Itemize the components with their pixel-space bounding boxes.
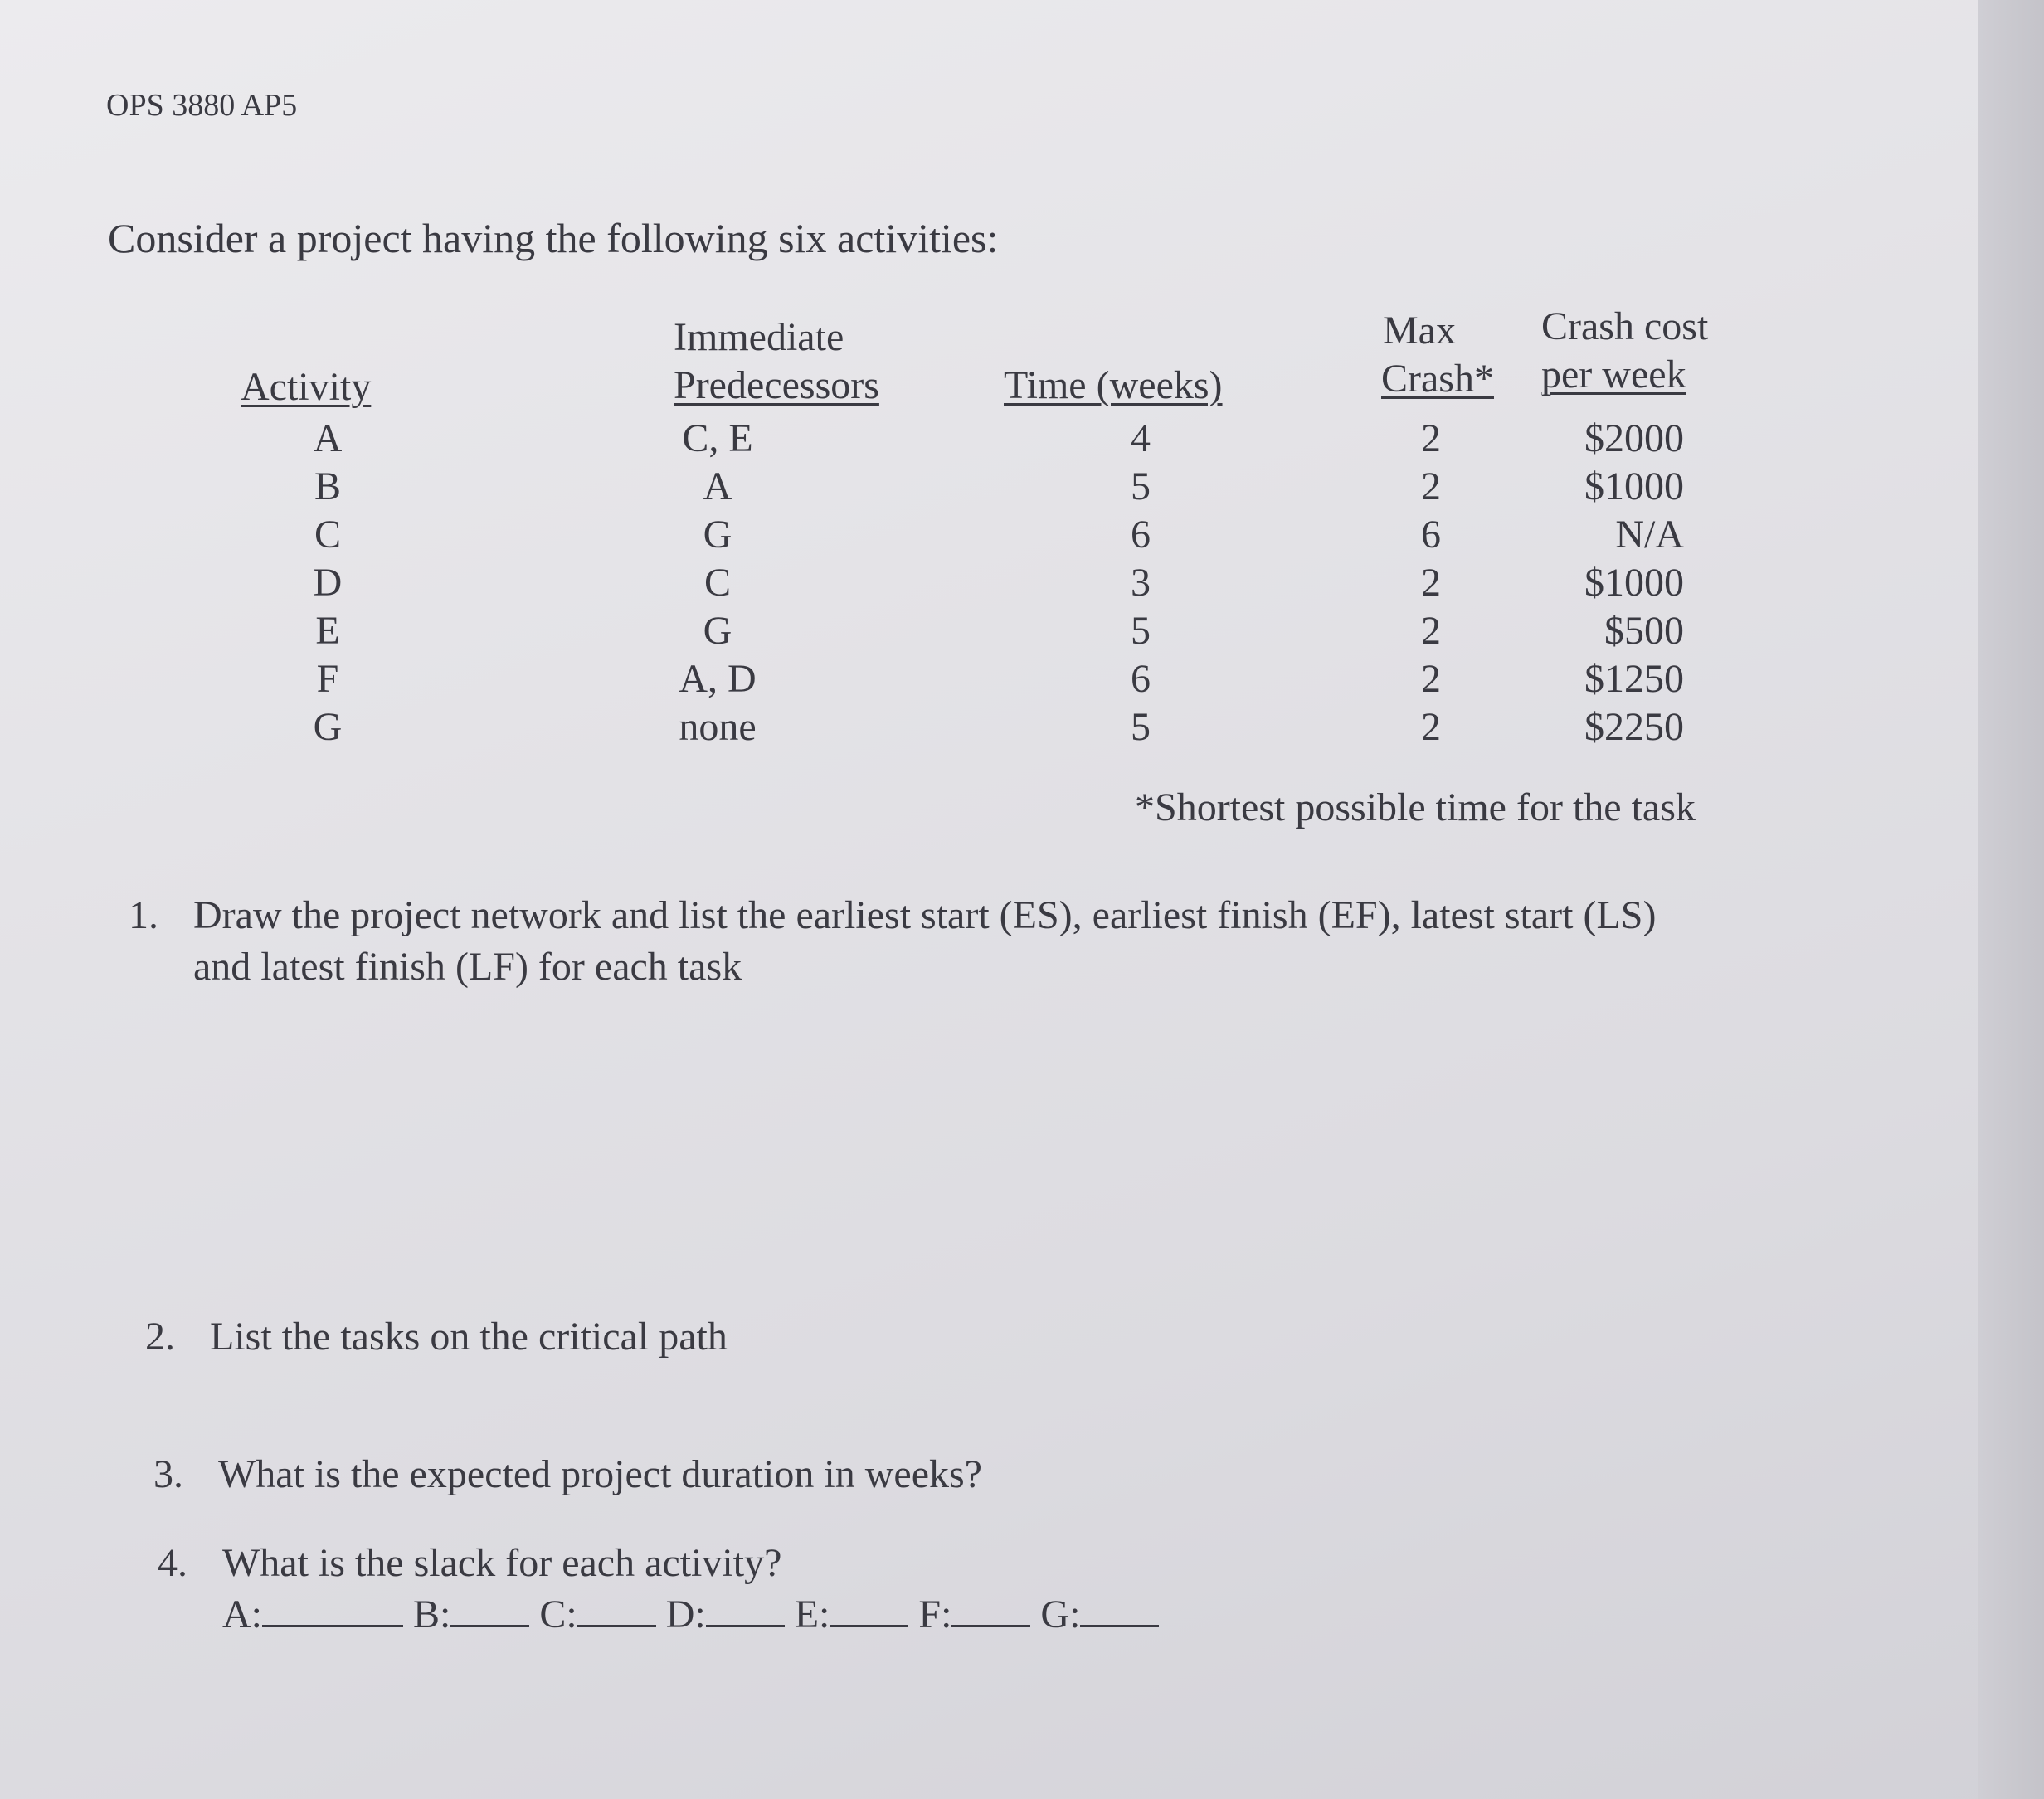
column-predecessors [610, 415, 825, 751]
table-cell-predecessors: A, D [679, 657, 757, 701]
header-max-crash-line2: Crash* [1381, 357, 1494, 401]
question-2-number: 2. [145, 1315, 175, 1359]
header-predecessors [674, 314, 879, 410]
page-edge-background [1978, 0, 2044, 1799]
question-3-text: What is the expected project duration in weeks? [218, 1452, 982, 1496]
column-activity [220, 415, 436, 751]
table-cell-activity: B [314, 464, 341, 508]
question-1-line1: Draw the project network and list the earliest start (ES), earliest finish (EF), latest start (LS) [193, 893, 1657, 937]
table-cell-crash-cost: $2250 [1584, 705, 1684, 749]
table-cell-activity: E [315, 609, 340, 653]
slack-label-f: F: [918, 1592, 952, 1636]
intro-sentence: Consider a project having the following six activities: [108, 215, 999, 261]
header-predecessors-line1: Immediate [674, 315, 844, 359]
header-max-crash [1381, 307, 1494, 403]
slack-blank-d[interactable] [706, 1588, 785, 1627]
slack-blank-b[interactable] [450, 1588, 529, 1627]
question-4-text: What is the slack for each activity? [222, 1541, 782, 1585]
question-3-number: 3. [153, 1452, 183, 1496]
table-cell-activity: C [314, 513, 341, 557]
header-crash-cost [1541, 303, 1708, 399]
table-cell-predecessors: A [703, 464, 732, 508]
slack-label-g: G: [1040, 1592, 1081, 1636]
table-cell-crash-cost: $1000 [1584, 464, 1684, 508]
table-cell-max-crash: 2 [1421, 561, 1441, 605]
table-cell-predecessors: C [703, 561, 731, 605]
table-cell-crash-cost: $500 [1604, 609, 1684, 653]
table-cell-predecessors: G [703, 513, 732, 557]
course-code: OPS 3880 AP5 [106, 88, 298, 123]
header-activity [241, 363, 371, 411]
slack-label-b: B: [413, 1592, 451, 1636]
header-predecessors-line2: Predecessors [674, 363, 879, 407]
table-cell-max-crash: 6 [1421, 513, 1441, 557]
slack-label-d: D: [665, 1592, 706, 1636]
table-cell-time: 4 [1131, 416, 1151, 460]
table-cell-activity: F [316, 657, 339, 701]
question-1-number: 1. [129, 893, 158, 937]
table-cell-crash-cost: N/A [1615, 513, 1684, 557]
slack-blank-f[interactable] [951, 1588, 1030, 1627]
table-cell-max-crash: 2 [1421, 464, 1441, 508]
slack-blank-g[interactable] [1080, 1588, 1159, 1627]
table-cell-max-crash: 2 [1421, 609, 1441, 653]
header-crash-cost-line1: Crash cost [1541, 304, 1709, 348]
column-time [1033, 415, 1248, 751]
table-cell-time: 5 [1131, 464, 1151, 508]
table-cell-crash-cost: $1250 [1584, 657, 1684, 701]
table-cell-time: 5 [1131, 705, 1151, 749]
slack-blank-c[interactable] [577, 1588, 656, 1627]
slack-answer-row [222, 1588, 1159, 1637]
table-cell-time: 5 [1131, 609, 1151, 653]
table-cell-max-crash: 2 [1421, 705, 1441, 749]
table-cell-predecessors: none [679, 705, 757, 749]
header-max-crash-line1: Max [1383, 309, 1456, 353]
slack-label-c: C: [539, 1592, 577, 1636]
header-time-label: Time (weeks) [1004, 363, 1223, 407]
slack-blank-e[interactable] [830, 1588, 908, 1627]
question-2-text: List the tasks on the critical path [210, 1315, 728, 1359]
table-cell-activity: A [313, 416, 343, 460]
header-time [1004, 362, 1223, 410]
table-cell-max-crash: 2 [1421, 657, 1441, 701]
question-4-number: 4. [158, 1541, 187, 1585]
table-cell-time: 6 [1131, 513, 1151, 557]
table-cell-crash-cost: $1000 [1584, 561, 1684, 605]
table-cell-predecessors: G [703, 609, 732, 653]
table-cell-activity: G [313, 705, 343, 749]
table-cell-predecessors: C, E [682, 416, 753, 460]
table-cell-max-crash: 2 [1421, 416, 1441, 460]
column-crash-cost [1477, 415, 1684, 751]
header-crash-cost-line2: per week [1541, 353, 1686, 396]
table-cell-crash-cost: $2000 [1584, 416, 1684, 460]
table-cell-time: 6 [1131, 657, 1151, 701]
slack-blank-a[interactable] [262, 1588, 403, 1627]
table-cell-time: 3 [1131, 561, 1151, 605]
header-activity-label: Activity [241, 365, 372, 409]
slack-label-a: A: [222, 1592, 262, 1636]
slack-label-e: E: [794, 1592, 830, 1636]
table-footnote: *Shortest possible time for the task [1135, 785, 1696, 829]
question-1-line2: and latest finish (LF) for each task [193, 945, 742, 989]
table-cell-activity: D [313, 561, 343, 605]
